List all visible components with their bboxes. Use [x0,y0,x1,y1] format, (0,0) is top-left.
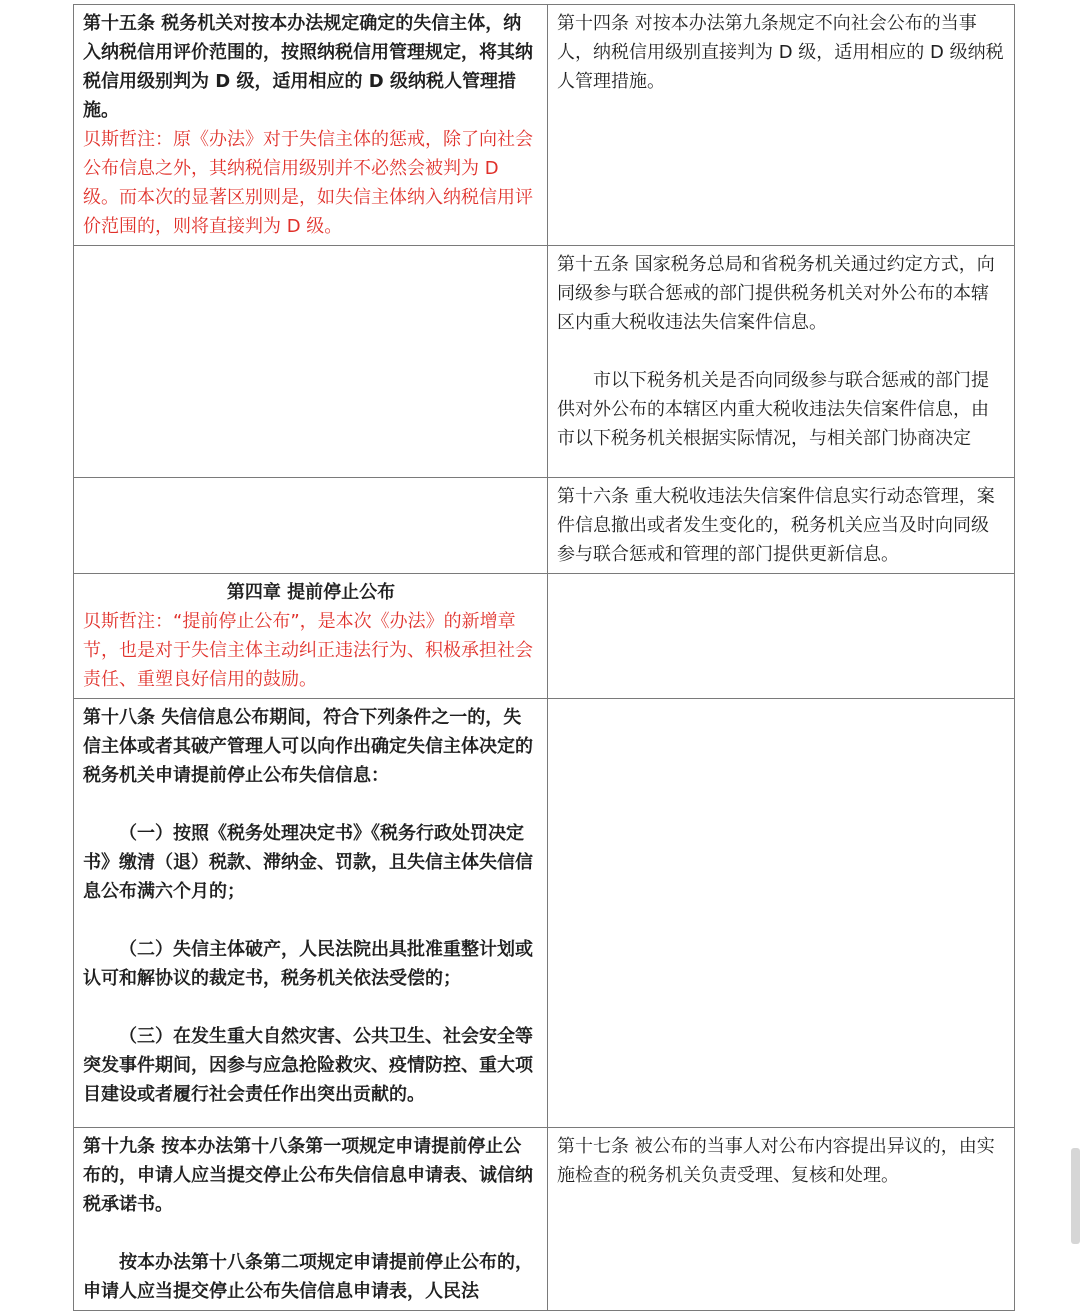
table-row [74,574,1015,699]
article-text: 第十五条 国家税务总局和省税务机关通过约定方式，向同级参与联合惩戒的部门提供税务机关对外公布的本辖区内重大税收违法失信案件信息。 [557,254,995,333]
new-rule-cell [74,5,548,246]
table-row [74,246,1015,478]
table-row [74,699,1015,1128]
list-item: （二）失信主体破产，人民法院出具批准重整计划或认可和解协议的裁定书，税务机关依法受偿的； [83,939,533,989]
old-rule-cell [548,246,1015,478]
new-rule-cell [74,246,548,478]
new-rule-cell [74,574,548,699]
new-rule-cell [74,478,548,574]
scrollbar-thumb[interactable] [1071,1148,1080,1244]
article-text: 第十七条 被公布的当事人对公布内容提出异议的，由实施检查的税务机关负责受理、复核和处理。 [557,1136,995,1186]
new-rule-cell [74,1128,548,1311]
table-row [74,478,1015,574]
comparison-table [73,4,1015,1311]
old-rule-cell [548,699,1015,1128]
article-text: 第十四条 对按本办法第九条规定不向社会公布的当事人，纳税信用级别直接判为 D 级，适用相应的 D 级纳税人管理措施。 [557,13,1004,92]
table-row [74,5,1015,246]
old-rule-cell [548,478,1015,574]
article-paragraph: 市以下税务机关是否向同级参与联合惩戒的部门提供对外公布的本辖区内重大税收违法失信案件信息，由市以下税务机关根据实际情况，与相关部门协商决定 [557,370,989,449]
annotation-note: 贝斯哲注：原《办法》对于失信主体的惩戒，除了向社会公布信息之外，其纳税信用级别并不必然会被判为 D 级。而本次的显著区别则是，如失信主体纳入纳税信用评价范围的，则将直接判为 D 级。 [83,129,533,237]
old-rule-cell [548,1128,1015,1311]
list-item: （三）在发生重大自然灾害、公共卫生、社会安全等突发事件期间，因参与应急抢险救灾、疫情防控、重大项目建设或者履行社会责任作出突出贡献的。 [83,1026,533,1105]
article-text: 第十八条 失信信息公布期间，符合下列条件之一的，失信主体或者其破产管理人可以向作出确定失信主体决定的税务机关申请提前停止公布失信信息： [83,707,533,786]
table-row [74,1128,1015,1311]
new-rule-cell [74,699,548,1128]
old-rule-cell [548,574,1015,699]
article-text: 第十六条 重大税收违法失信案件信息实行动态管理，案件信息撤出或者发生变化的，税务机关应当及时向同级参与联合惩戒和管理的部门提供更新信息。 [557,486,995,565]
old-rule-cell [548,5,1015,246]
chapter-heading: 第四章 提前停止公布 [226,582,396,603]
article-paragraph: 按本办法第十八条第二项规定申请提前停止公布的，申请人应当提交停止公布失信信息申请表，人民法 [83,1252,533,1302]
list-item: （一）按照《税务处理决定书》《税务行政处罚决定书》缴清（退）税款、滞纳金、罚款，且失信主体失信信息公布满六个月的； [83,823,533,902]
article-text: 第十九条 按本办法第十八条第一项规定申请提前停止公布的，申请人应当提交停止公布失信信息申请表、诚信纳税承诺书。 [83,1136,533,1215]
article-text: 第十五条 税务机关对按本办法规定确定的失信主体，纳入纳税信用评价范围的，按照纳税信用管理规定，将其纳税信用级别判为 D 级，适用相应的 D 级纳税人管理措施。 [83,13,533,121]
annotation-note: 贝斯哲注：“提前停止公布”，是本次《办法》的新增章节，也是对于失信主体主动纠正违法行为、积极承担社会责任、重塑良好信用的鼓励。 [83,611,533,690]
